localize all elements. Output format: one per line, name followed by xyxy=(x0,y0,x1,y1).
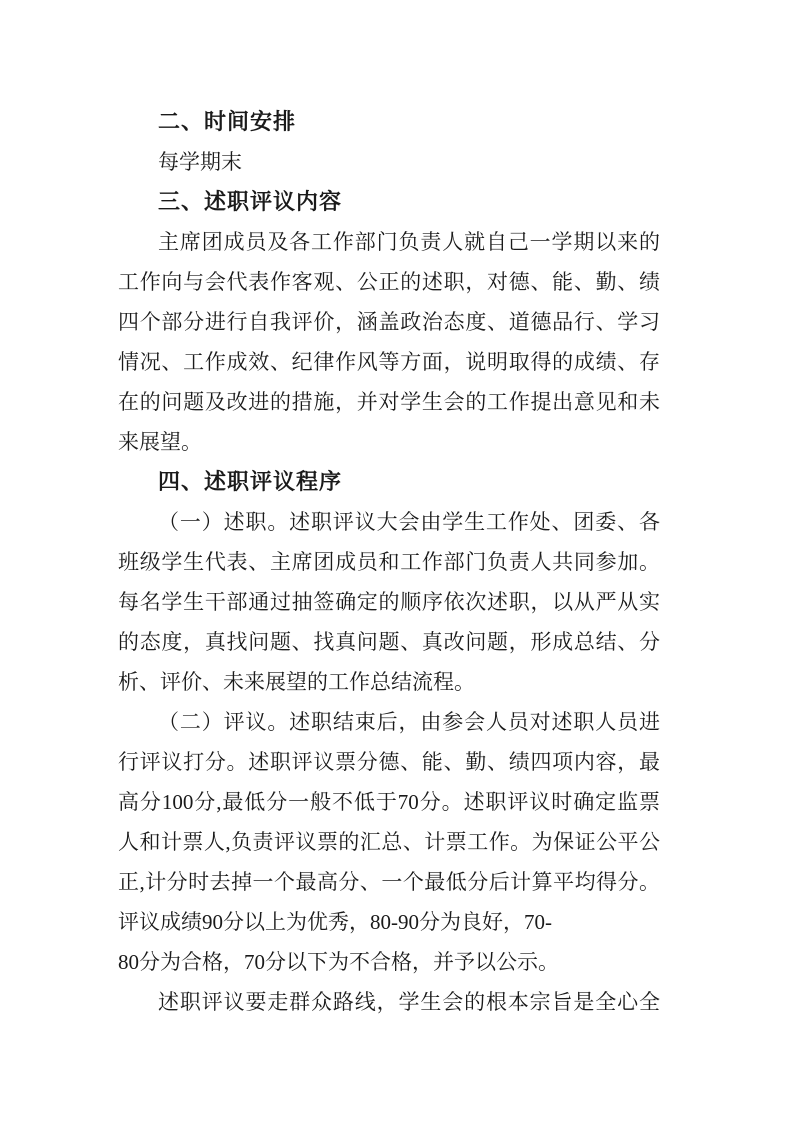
text-line: 述职评议要走群众路线，学生会的根本宗旨是全心全 xyxy=(158,990,660,1014)
text-line: 高分100分,最低分一般不低于70分。述职评议时确定监票 xyxy=(118,790,660,814)
text-line: 来展望。 xyxy=(118,430,202,454)
text-line: 正,计分时去掉一个最高分、一个最低分后计算平均得分。 xyxy=(118,870,660,894)
text-line: （一）述职。述职评议大会由学生工作处、团委、各 xyxy=(158,510,660,534)
text-line: 主席团成员及各工作部门负责人就自己一学期以来的 xyxy=(158,230,660,254)
text-line: 人和计票人,负责评议票的汇总、计票工作。为保证公平公 xyxy=(118,830,660,854)
paragraph xyxy=(118,222,660,462)
text-line: 行评议打分。述职评议票分德、能、勤、绩四项内容，最 xyxy=(118,750,660,774)
paragraph xyxy=(118,142,660,182)
paragraph xyxy=(118,982,660,1022)
section-heading: 四、述职评议程序 xyxy=(158,469,343,494)
text-line: 四个部分进行自我评价，涵盖政治态度、道德品行、学习 xyxy=(118,310,660,334)
section-heading: 三、述职评议内容 xyxy=(158,189,343,214)
text-line: 情况、工作成效、纪律作风等方面，说明取得的成绩、存 xyxy=(118,350,660,374)
text-line: 评议成绩90分以上为优秀，80-90分为良好，70- xyxy=(118,910,552,934)
text-line: 析、评价、未来展望的工作总结流程。 xyxy=(118,670,475,694)
text-line: 在的问题及改进的措施，并对学生会的工作提出意见和未 xyxy=(118,390,660,414)
text-line: （二）评议。述职结束后，由参会人员对述职人员进 xyxy=(158,710,660,734)
text-line: 班级学生代表、主席团成员和工作部门负责人共同参加。 xyxy=(118,550,660,574)
text-line: 80分为合格，70分以下为不合格，并予以公示。 xyxy=(118,950,559,974)
text-line: 每学期末 xyxy=(158,150,242,174)
paragraph xyxy=(118,502,660,702)
text-line: 工作向与会代表作客观、公正的述职，对德、能、勤、绩 xyxy=(118,270,660,294)
paragraph xyxy=(118,702,660,982)
section-heading: 二、时间安排 xyxy=(158,109,297,134)
text-line: 每名学生干部通过抽签确定的顺序依次述职，以从严从实 xyxy=(118,590,660,614)
text-line: 的态度，真找问题、找真问题、真改问题，形成总结、分 xyxy=(118,630,660,654)
